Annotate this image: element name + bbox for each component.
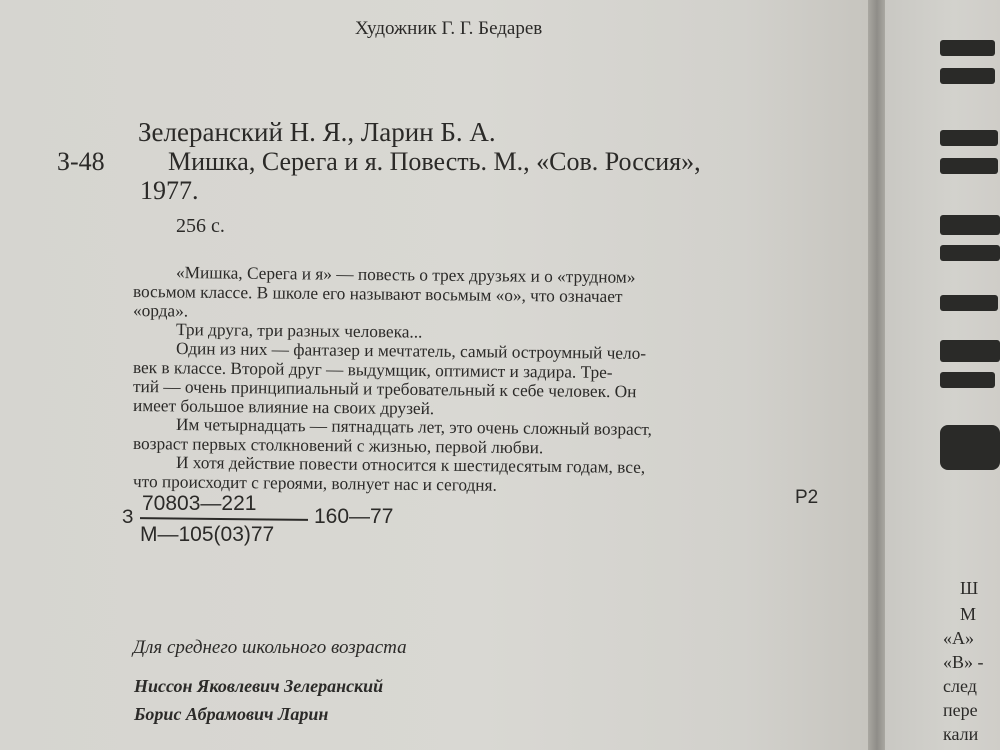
authors-line: Зелеранский Н. Я., Ларин Б. А. [138, 117, 496, 147]
ornament-stroke [940, 158, 998, 174]
index-denominator: М—105(03)77 [140, 523, 275, 546]
illustrator-credit: Художник Г. Г. Бедарев [355, 18, 543, 39]
annotation-line: «орда». [132, 301, 189, 321]
author-full-name: Борис Абрамович Ларин [134, 704, 329, 724]
annotation-line: Им четырнадцать — пятнадцать лет, это очень сложный возраст, [175, 415, 653, 439]
annotation-line: восьмом классе. В школе его называют восьмым «о», что означает [132, 282, 623, 307]
page-fragment: пере [943, 700, 978, 720]
annotation-line: Три друга, три разных человека... [175, 320, 423, 342]
annotation-line: «Мишка, Серега и я» — повесть о трех друзьях и о «трудном» [175, 263, 636, 287]
ornament-stroke [940, 40, 995, 56]
ornament-stroke [940, 295, 998, 311]
ornament-stroke [940, 372, 995, 388]
annotation-line: что происходит с героями, волнует нас и сегодня. [132, 472, 497, 495]
page-fragment: Ш [960, 578, 979, 598]
page-fragment: М [960, 604, 977, 624]
page-count: 256 с. [176, 215, 225, 237]
page-fragment: кали [943, 724, 979, 744]
author-full-name: Ниссон Яковлевич Зелеранский [134, 676, 384, 696]
index-numerator: 70803—221 [142, 492, 257, 515]
ornament-stroke [940, 215, 1000, 235]
ornament-stroke [940, 68, 995, 84]
ornament-stroke [940, 130, 998, 146]
annotation-line: век в классе. Второй друг — выдумщик, оптимист и задира. Тре- [132, 358, 613, 383]
annotation-line: возраст первых столкновений с жизнью, первой любви. [132, 434, 544, 458]
page-fragment: след [943, 676, 977, 696]
publication-year: 1977. [140, 176, 199, 205]
annotation-line: имеет большое влияние на своих друзей. [132, 396, 435, 419]
page-fragment: «В» - [943, 652, 984, 672]
annotation-line: И хотя действие повести относится к шестидесятым годам, все, [175, 453, 646, 477]
index-prefix: З [122, 507, 134, 528]
price-code: 160—77 [314, 505, 394, 528]
ornament-stroke [940, 425, 1000, 470]
fraction-rule [140, 517, 308, 521]
category-code: Р2 [795, 487, 819, 508]
page-fragment: «А» [943, 628, 974, 648]
annotation-line: Один из них — фантазер и мечтатель, самый остроумный чело- [175, 339, 647, 363]
book-title-line: Мишка, Серега и я. Повесть. М., «Сов. Россия», [168, 147, 701, 176]
annotation-line: тий — очень принципиальный и требовательный к себе человек. Он [132, 377, 637, 402]
ornament-stroke [940, 245, 1000, 261]
ornament-stroke [940, 340, 1000, 362]
age-recommendation: Для среднего школьного возраста [133, 637, 407, 658]
catalog-code: З-48 [57, 147, 105, 176]
adjacent-page [885, 0, 1000, 750]
